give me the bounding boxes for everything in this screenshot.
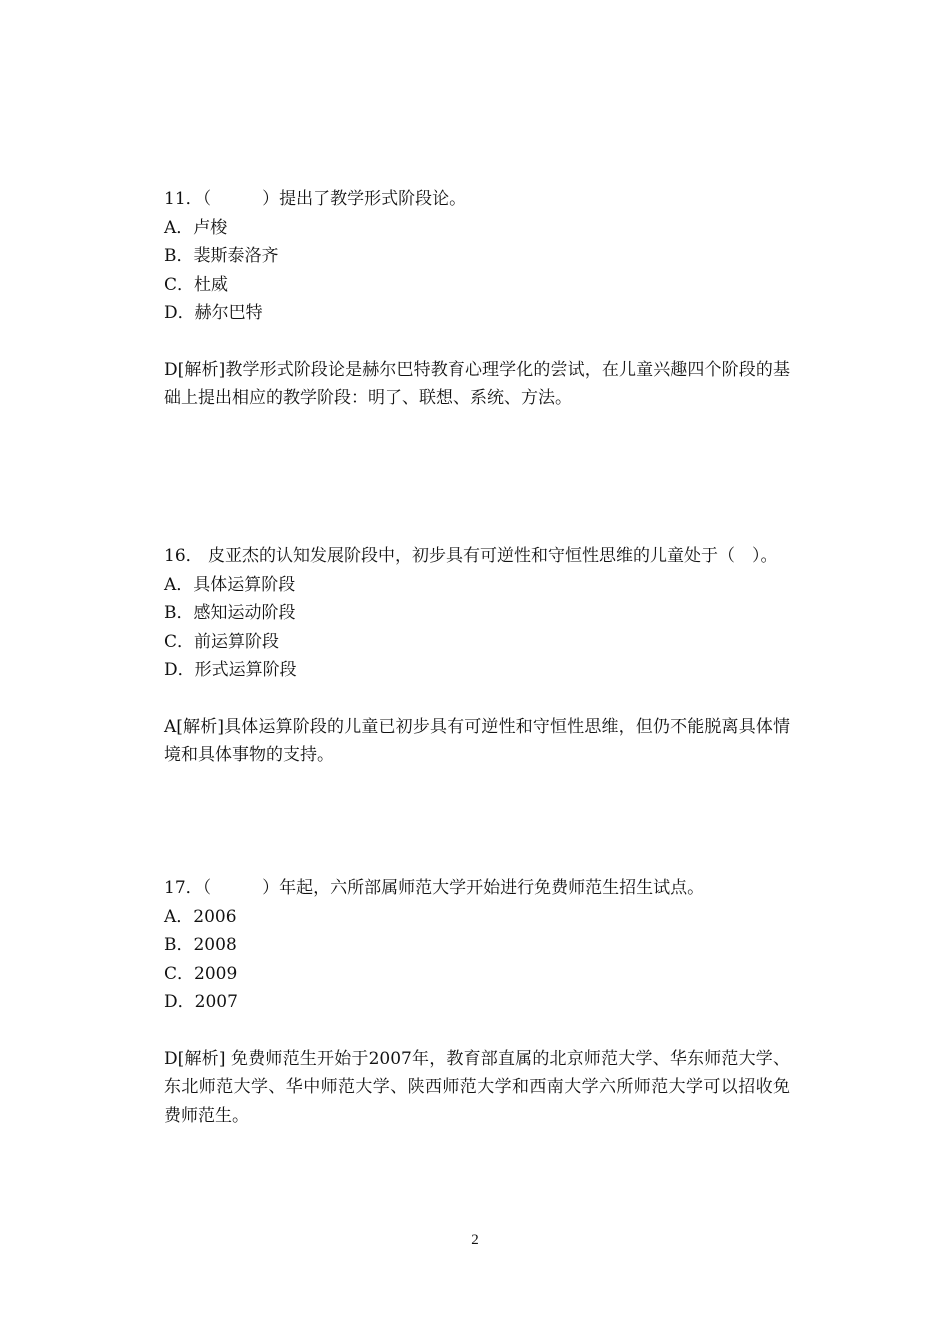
option-a: A．2006	[164, 906, 237, 927]
question-stem: 16． 皮亚杰的认知发展阶段中，初步具有可逆性和守恒性思维的儿童处于（ ）。	[164, 546, 778, 566]
answer-explanation: D[解析] 免费师范生开始于2007年，教育部直属的北京师范大学、华东师范大学、东北师范大学、华中师范大学、陕西师范大学和西南大学六所师范大学可以招收免费师范生。	[164, 1048, 790, 1126]
question-stem: 17．（ ）年起，六所部属师范大学开始进行免费师范生招生试点。	[164, 878, 705, 898]
page-number: 2	[471, 1232, 479, 1248]
answer-explanation: A[解析]具体运算阶段的儿童已初步具有可逆性和守恒性思维，但仍不能脱离具体情境和具体事物的支持。	[164, 716, 790, 765]
option-b: B．感知运动阶段	[164, 603, 296, 623]
answer-explanation: D[解析]教学形式阶段论是赫尔巴特教育心理学化的尝试，在儿童兴趣四个阶段的基础上提出相应的教学阶段：明了、联想、系统、方法。	[164, 359, 790, 408]
option-d: D．2007	[164, 992, 238, 1012]
option-b: B．2008	[164, 935, 237, 955]
option-a: A．卢梭	[164, 217, 228, 238]
option-b: B．裴斯泰洛齐	[164, 246, 279, 266]
option-c: C．2009	[164, 963, 238, 984]
option-d: D．赫尔巴特	[164, 303, 263, 323]
option-a: A．具体运算阶段	[164, 574, 296, 595]
option-c: C．前运算阶段	[164, 631, 280, 652]
option-d: D．形式运算阶段	[164, 660, 297, 680]
question-17	[164, 874, 790, 1130]
question-stem: 11．（ ）提出了教学形式阶段论。	[164, 189, 467, 209]
question-16	[164, 542, 790, 770]
question-11	[164, 185, 790, 413]
option-c: C．杜威	[164, 274, 229, 295]
